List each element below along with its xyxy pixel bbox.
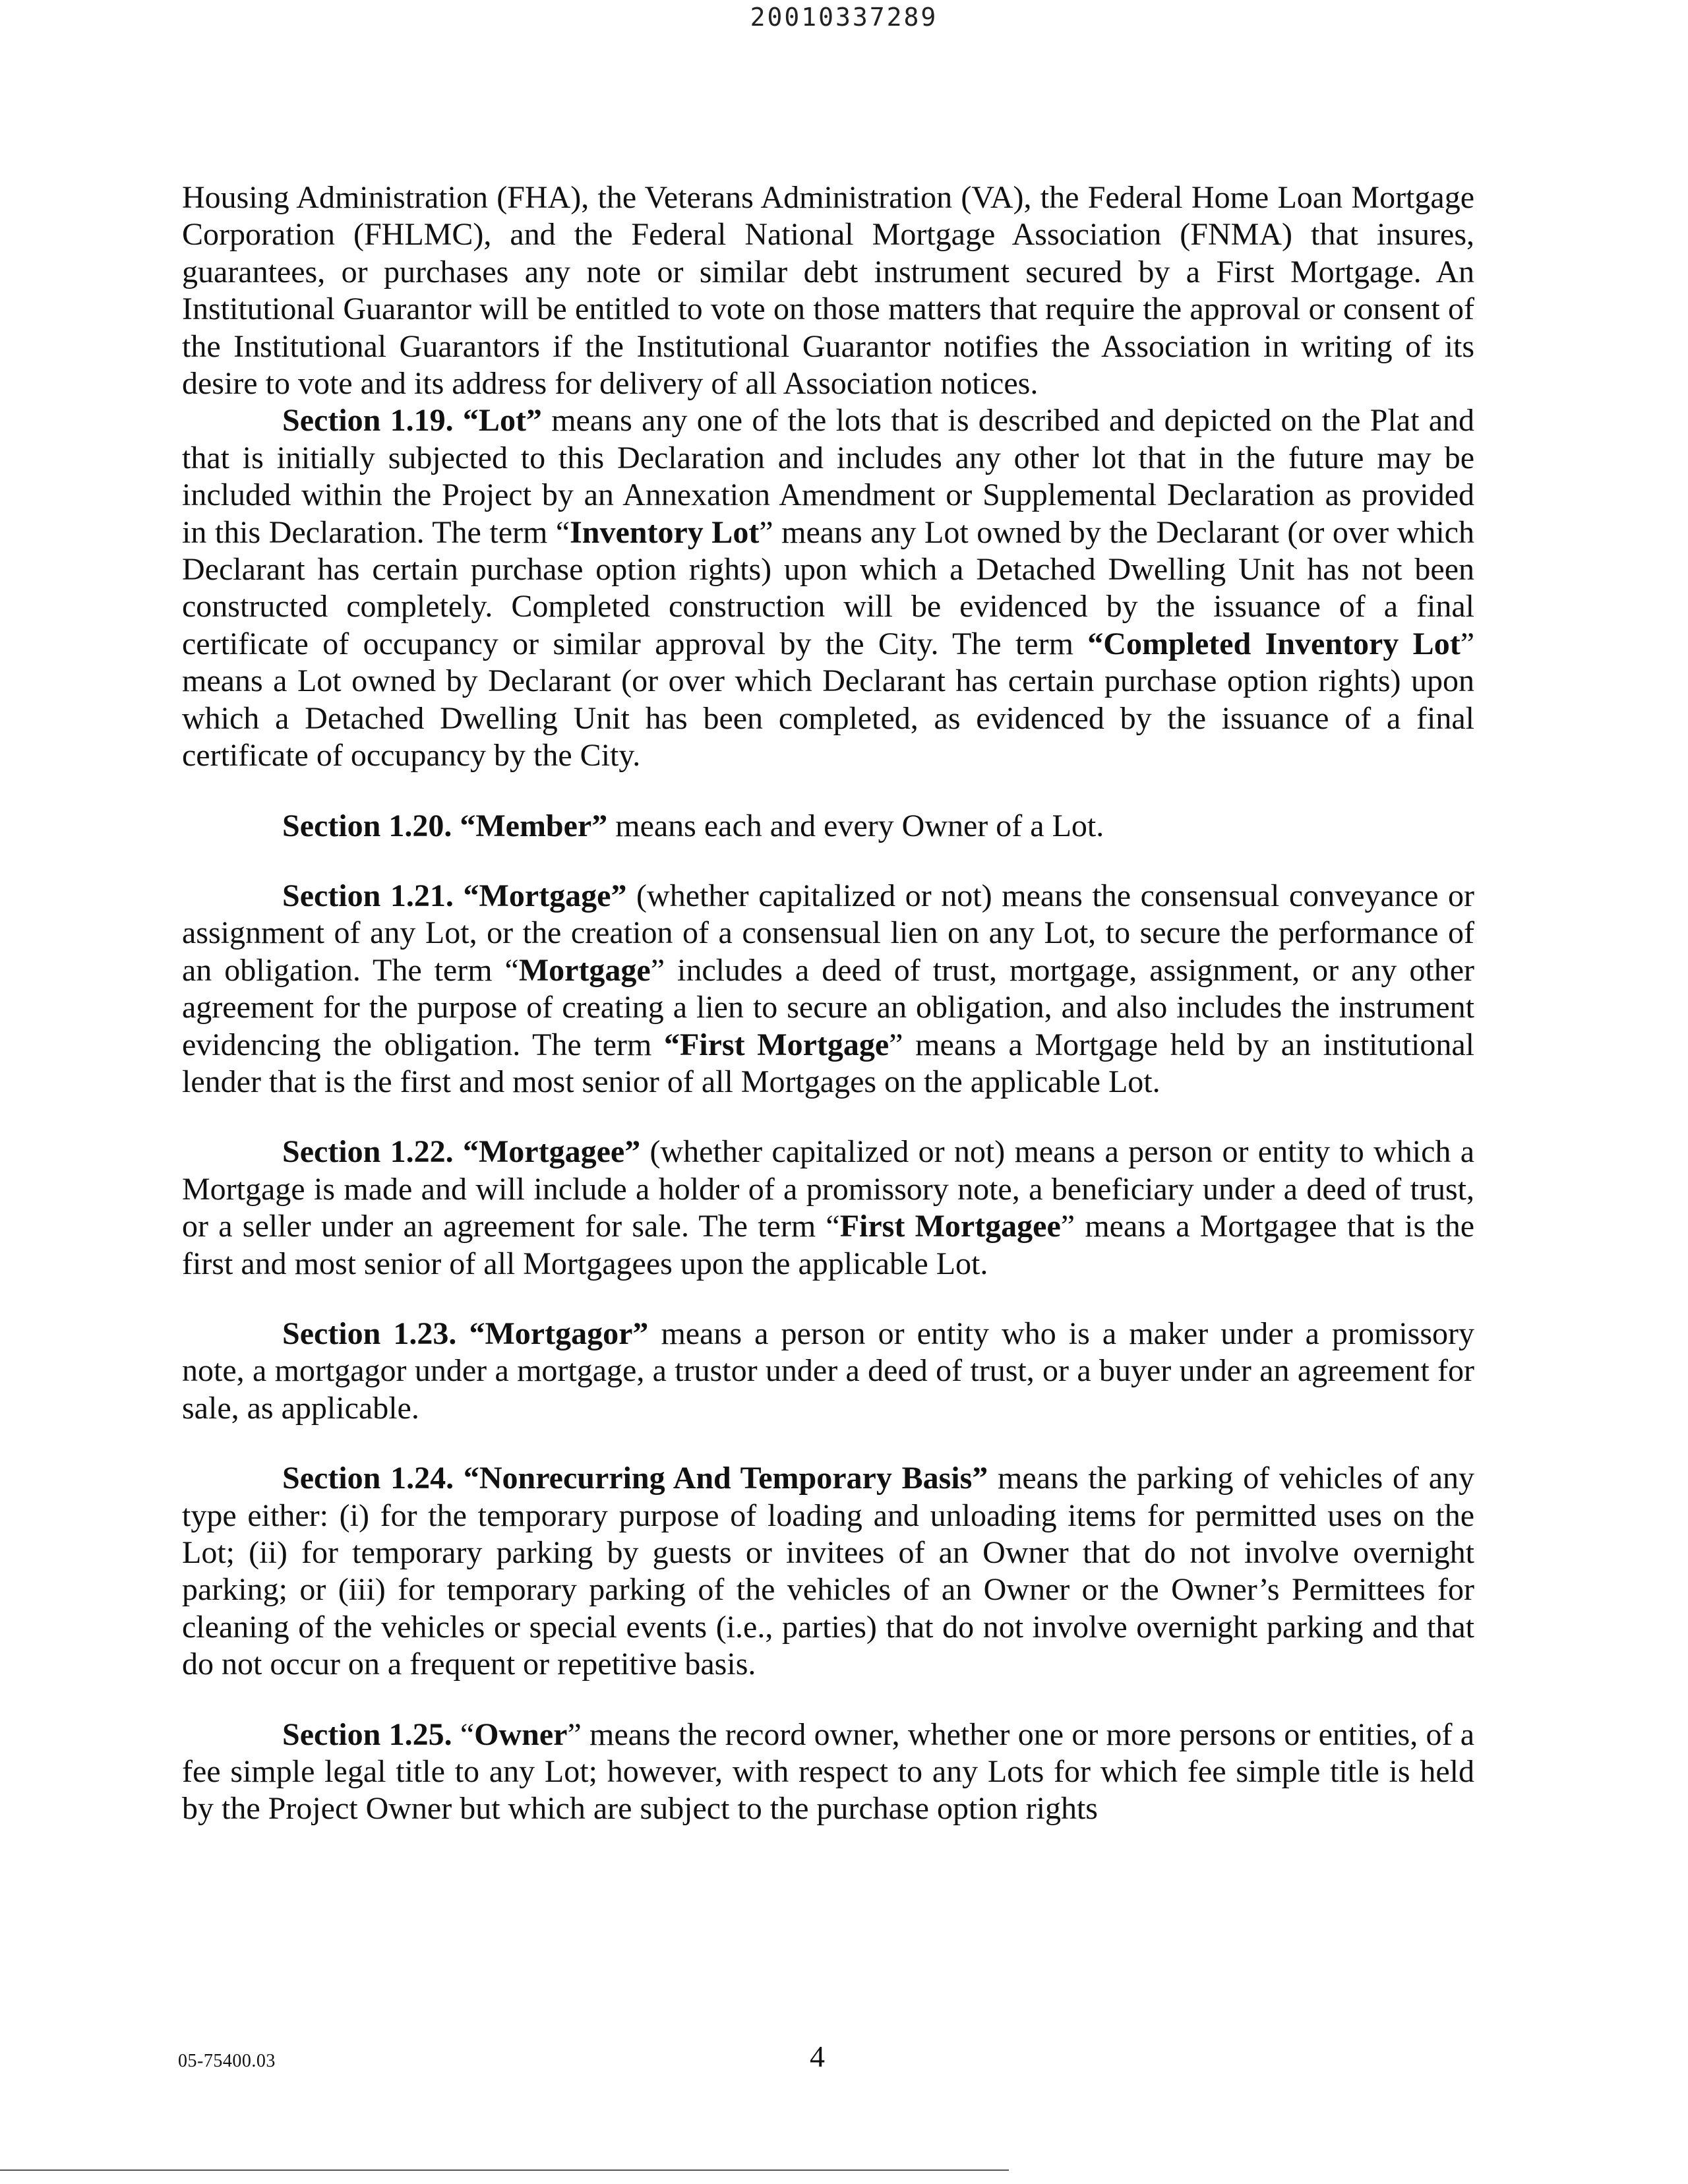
definition-text: means a person or entity who is a maker under a promissory note, a mortgagor under a mortgage, a trustor under a deed of trust, or a buyer under an agreement for sale, as applicable. bbox=[182, 1316, 1475, 1426]
section-paragraph bbox=[182, 1134, 1474, 1283]
defined-term: First Mortgagee bbox=[839, 1209, 1061, 1244]
defined-term: “Member” bbox=[460, 808, 608, 843]
definition-text: “ bbox=[460, 1716, 475, 1752]
defined-term: Mortgage bbox=[518, 952, 651, 988]
section-paragraph bbox=[182, 1316, 1474, 1427]
continuation-paragraph: Housing Administration (FHA), the Veterans Administration (VA), the Federal Home Loan Mortgage Corporation (FHLMC), and the Federal National Mortgage Association (FNMA) that insures, guarantees, or purchases any note or similar debt instrument secured by a First Mortgage. An Institutional Guarantor will be entitled to vote on those matters that require the approval or consent of the Institutional Guarantors if the Institutional Guarantor notifies the Association in writing of its desire to vote and its address for delivery of all Association notices. bbox=[182, 180, 1474, 402]
definition-text: means any one of the lots that is described and depicted on the Plat and that is initially subjected to this Declaration and includes any other lot that in the future may be included within the Project by an Annexation Amendment or Supplemental Declaration as provided in this Declaration. The term “ bbox=[182, 403, 1474, 550]
section-heading: Section 1.21. bbox=[282, 878, 454, 913]
section-heading: Section 1.22. bbox=[282, 1134, 454, 1170]
scan-edge-line bbox=[0, 2169, 1009, 2171]
section-paragraph bbox=[182, 402, 1474, 774]
definition-text: means each and every Owner of a Lot. bbox=[607, 808, 1104, 843]
section-heading: Section 1.23. bbox=[282, 1316, 457, 1351]
section-paragraph bbox=[182, 1460, 1474, 1683]
section-paragraph bbox=[182, 808, 1474, 845]
section-heading: Section 1.24. bbox=[282, 1461, 454, 1496]
defined-term: Owner bbox=[474, 1716, 568, 1752]
defined-term: “Mortgage” bbox=[463, 878, 627, 913]
document-body bbox=[182, 179, 1474, 1828]
section-paragraph bbox=[182, 878, 1474, 1101]
defined-term: “Mortgagee” bbox=[462, 1134, 641, 1170]
defined-term: “First Mortgage bbox=[663, 1027, 889, 1062]
defined-term: “Lot” bbox=[462, 403, 542, 439]
defined-term: “Completed Inventory Lot bbox=[1087, 626, 1461, 661]
section-heading: Section 1.20. bbox=[282, 808, 452, 843]
defined-term: “Mortgagor” bbox=[469, 1316, 649, 1351]
document-reference: 05-75400.03 bbox=[178, 2051, 276, 2071]
sections-list bbox=[182, 402, 1474, 1827]
section-heading: Section 1.25. bbox=[282, 1716, 452, 1752]
definition-text: (whether capitalized or not) means the consensual conveyance or assignment of any Lot, or the creation of a consensual lien on any Lot, to secure the performance of an obligation. The term “ bbox=[182, 878, 1475, 988]
definition-text: ” means a Mortgage held by an institutional lender that is the first and most senior of all Mortgages on the applicable Lot. bbox=[182, 1027, 1475, 1099]
section-heading: Section 1.19. bbox=[282, 403, 454, 439]
definition-text: (whether capitalized or not) means a person or entity to which a Mortgage is made and will include a holder of a promissory note, a beneficiary under a deed of trust, or a seller under an agreement for sale. The term “ bbox=[182, 1134, 1475, 1244]
section-paragraph bbox=[182, 1716, 1474, 1828]
recording-number: 20010337289 bbox=[750, 3, 938, 32]
definition-text: ” means a Mortgagee that is the first and most senior of all Mortgagees upon the applicable Lot. bbox=[182, 1209, 1475, 1281]
defined-term: Inventory Lot bbox=[570, 514, 760, 550]
definition-text: ” includes a deed of trust, mortgage, assignment, or any other agreement for the purpose of creating a lien to secure an obligation, and also includes the instrument evidencing the obligation. The term bbox=[182, 952, 1474, 1062]
page-number: 4 bbox=[810, 2040, 825, 2073]
defined-term: “Nonrecurring And Temporary Basis” bbox=[463, 1461, 988, 1496]
definition-text: ” means any Lot owned by the Declarant (or over which Declarant has certain purchase option rights) upon which a Detached Dwelling Unit has not been constructed completely. Completed construction will be evidenced by the issuance of a final certificate of occupancy or similar approval by the City. The term bbox=[182, 514, 1474, 661]
definition-text: ” means the record owner, whether one or more persons or entities, of a fee simple legal title to any Lot; however, with respect to any Lots for which fee simple title is held by the Project Owner but which are subject to the purchase option rights bbox=[182, 1716, 1475, 1827]
definition-text: means the parking of vehicles of any type either: (i) for the temporary purpose of loading and unloading items for permitted uses on the Lot; (ii) for temporary parking by guests or invitees of an Owner that do not involve overnight parking; or (iii) for temporary parking of the vehicles of an Owner or the Owner’s Permittees for cleaning of the vehicles or special events (i.e., parties) that do not involve overnight parking and that do not occur on a frequent or repetitive basis. bbox=[182, 1461, 1474, 1682]
definition-text: ” means a Lot owned by Declarant (or over which Declarant has certain purchase option rights) upon which a Detached Dwelling Unit has been completed, as evidenced by the issuance of a final certificate of occupancy by the City. bbox=[182, 626, 1474, 774]
